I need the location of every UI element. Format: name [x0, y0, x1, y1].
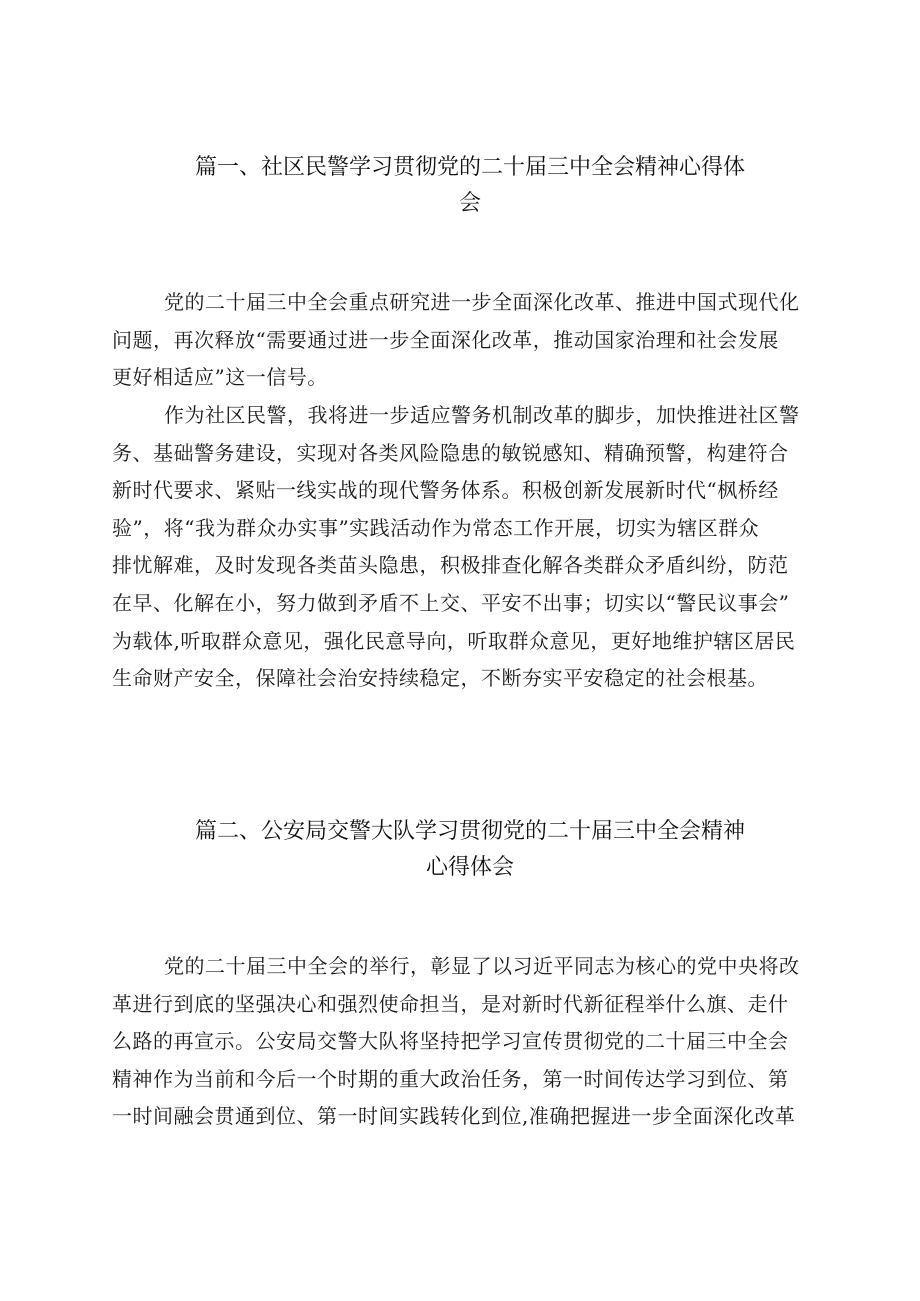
- text-line: 排忧解难，及时发现各类苗头隐患，积极排查化解各类群众矛盾纠纷，防范: [112, 553, 789, 578]
- text-line: 革进行到底的坚强决心和强烈使命担当，是对新时代新征程举什么旗、走什: [112, 991, 789, 1016]
- text-line: 党的二十届三中全会的举行，彰显了以习近平同志为核心的党中央将改: [164, 954, 800, 978]
- text-line: 生命财产安全，保障社会治安持续稳定，不断夯实平安稳定的社会根基。: [112, 666, 768, 691]
- text-line: 为载体,听取群众意见，强化民意导向，听取群众意见，更好地维护辖区居民: [112, 628, 796, 653]
- text-line: 一时间融会贯通到位、第一时间实践转化到位,准确把握进一步全面深化改革: [112, 1104, 796, 1129]
- text-line: 务、基础警务建设，实现对各类风险隐患的敏锐感知、精确预警，构建符合: [112, 440, 789, 465]
- text-line: 党的二十届三中全会重点研究进一步全面深化改革、推进中国式现代化: [164, 290, 800, 314]
- text-line: 作为社区民警，我将进一步适应警务机制改革的脚步，加快推进社区警: [164, 403, 800, 427]
- section-1-paragraph-1: [112, 284, 832, 397]
- section-2-title: [150, 814, 790, 886]
- section-1-paragraph-2: [112, 397, 832, 698]
- text-line: 精神作为当前和今后一个时期的重大政治任务，第一时间传达学习到位、第: [112, 1066, 789, 1091]
- text-line: 么路的再宣示。公安局交警大队将坚持把学习宣传贯彻党的二十届三中全会: [112, 1029, 789, 1054]
- text-line: 在早、化解在小，努力做到矛盾不上交、平安不出事；切实以“警民议事会”: [112, 590, 790, 615]
- title-line: 心得体会: [425, 855, 514, 880]
- section-2-paragraph-1: [112, 948, 832, 1136]
- title-line: 会: [458, 191, 481, 216]
- title-line: 篇一、社区民警学习贯彻党的二十届三中全会精神心得体: [194, 155, 745, 180]
- text-line: 问题，再次释放“需要通过进一步全面深化改革，推动国家治理和社会发展: [112, 327, 779, 352]
- title-line: 篇二、公安局交警大队学习贯彻党的二十届三中全会精神: [194, 819, 745, 844]
- section-1-title: [150, 150, 790, 222]
- text-line: 新时代要求、紧贴一线实战的现代警务体系。积极创新发展新时代“枫桥经: [112, 478, 779, 503]
- text-line: 更好相适应”这一信号。: [112, 365, 328, 390]
- text-line: 验”，将“我为群众办实事”实践活动作为常态工作开展，切实为辖区群众: [112, 515, 760, 540]
